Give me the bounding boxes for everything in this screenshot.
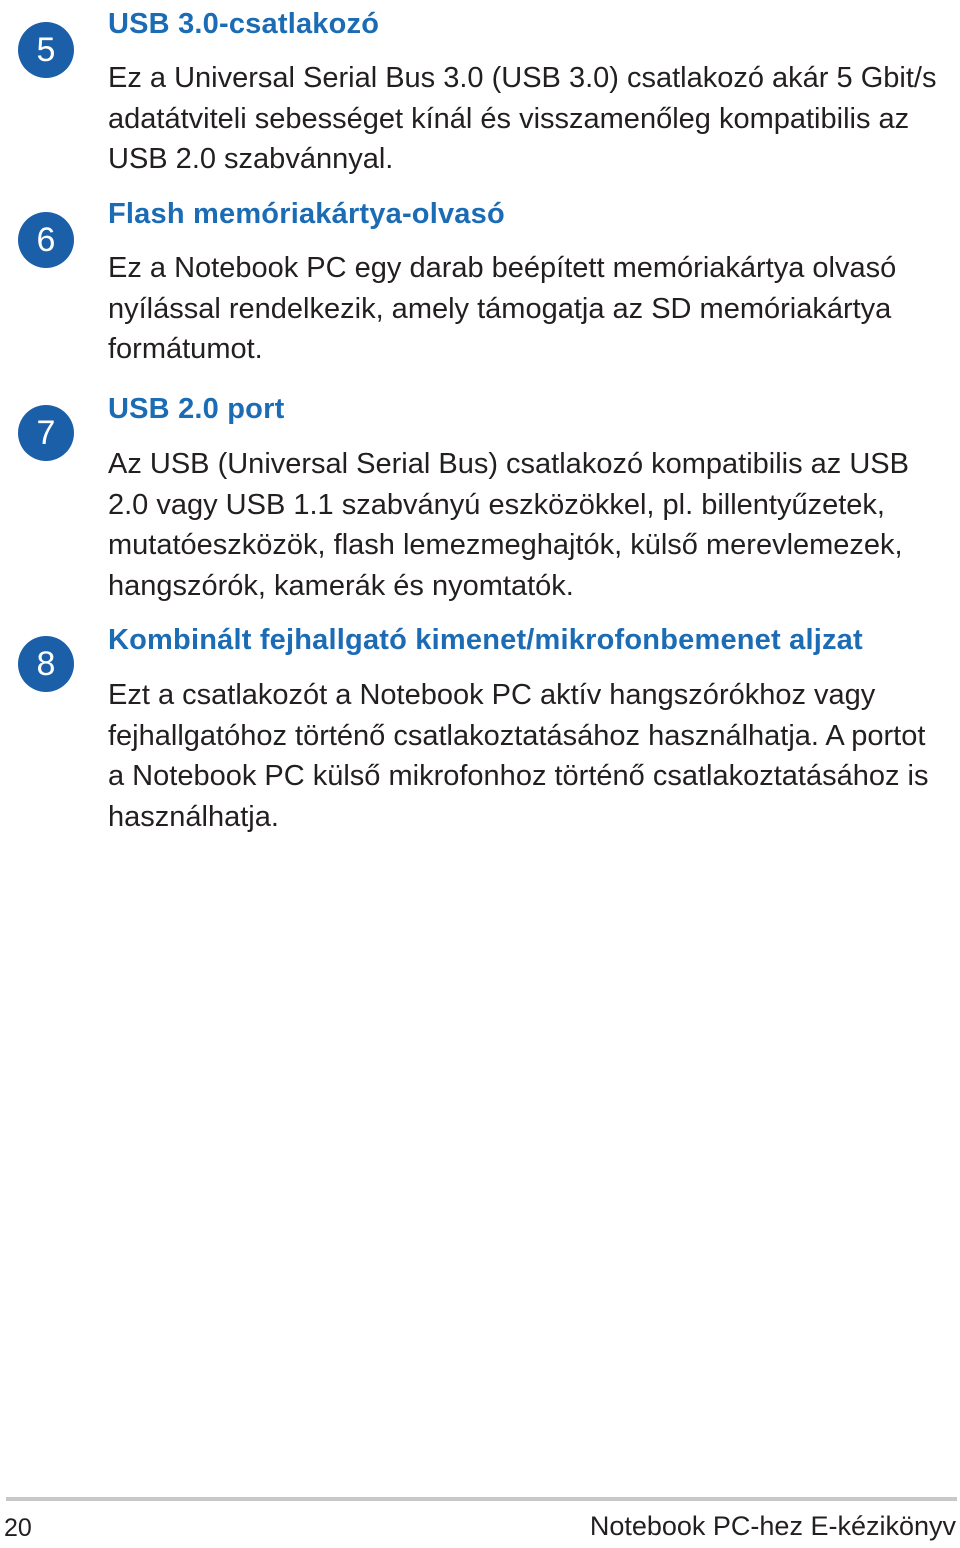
footer-divider [6, 1497, 957, 1501]
page-number: 20 [4, 1514, 32, 1542]
footer-title: Notebook PC-hez E-kézikönyv [589, 1511, 956, 1541]
section-body: Ez a Notebook PC egy darab beépített memóriakártya olvasó nyílással rendelkezik, amely támogatja az SD memóriakártya formátumot. [108, 252, 897, 365]
section-body: Ez a Universal Serial Bus 3.0 (USB 3.0) csatlakozó akár 5 Gbit/s adatátviteli sebességet kínál és visszamenőleg kompatibilis az USB 2.0 szabvánnyal. [108, 62, 937, 175]
section-heading: Kombinált fejhallgató kimenet/mikrofonbemenet aljzat [108, 624, 863, 656]
section-number-badge: 7 [18, 405, 74, 461]
section-number-badge: 8 [18, 636, 74, 692]
section-heading: USB 3.0-csatlakozó [108, 8, 380, 40]
section-body: Az USB (Universal Serial Bus) csatlakozó kompatibilis az USB 2.0 vagy USB 1.1 szabványú eszközökkel, pl. billentyűzetek, mutatóeszközök, flash lemezmeghajtók, külső merevlemezek, hangszórók, kamerák és nyomtatók. [108, 448, 909, 602]
section-heading: USB 2.0 port [108, 393, 285, 425]
section-number-badge: 5 [18, 22, 74, 78]
section-body: Ezt a csatlakozót a Notebook PC aktív hangszórókhoz vagy fejhallgatóhoz történő csatlakoztatásához használhatja. A portot a Notebook PC külső mikrofonhoz történő csatlakoztatásához is használhatja. [108, 679, 929, 833]
section-heading: Flash memóriakártya-olvasó [108, 198, 505, 230]
section-number-badge: 6 [18, 212, 74, 268]
